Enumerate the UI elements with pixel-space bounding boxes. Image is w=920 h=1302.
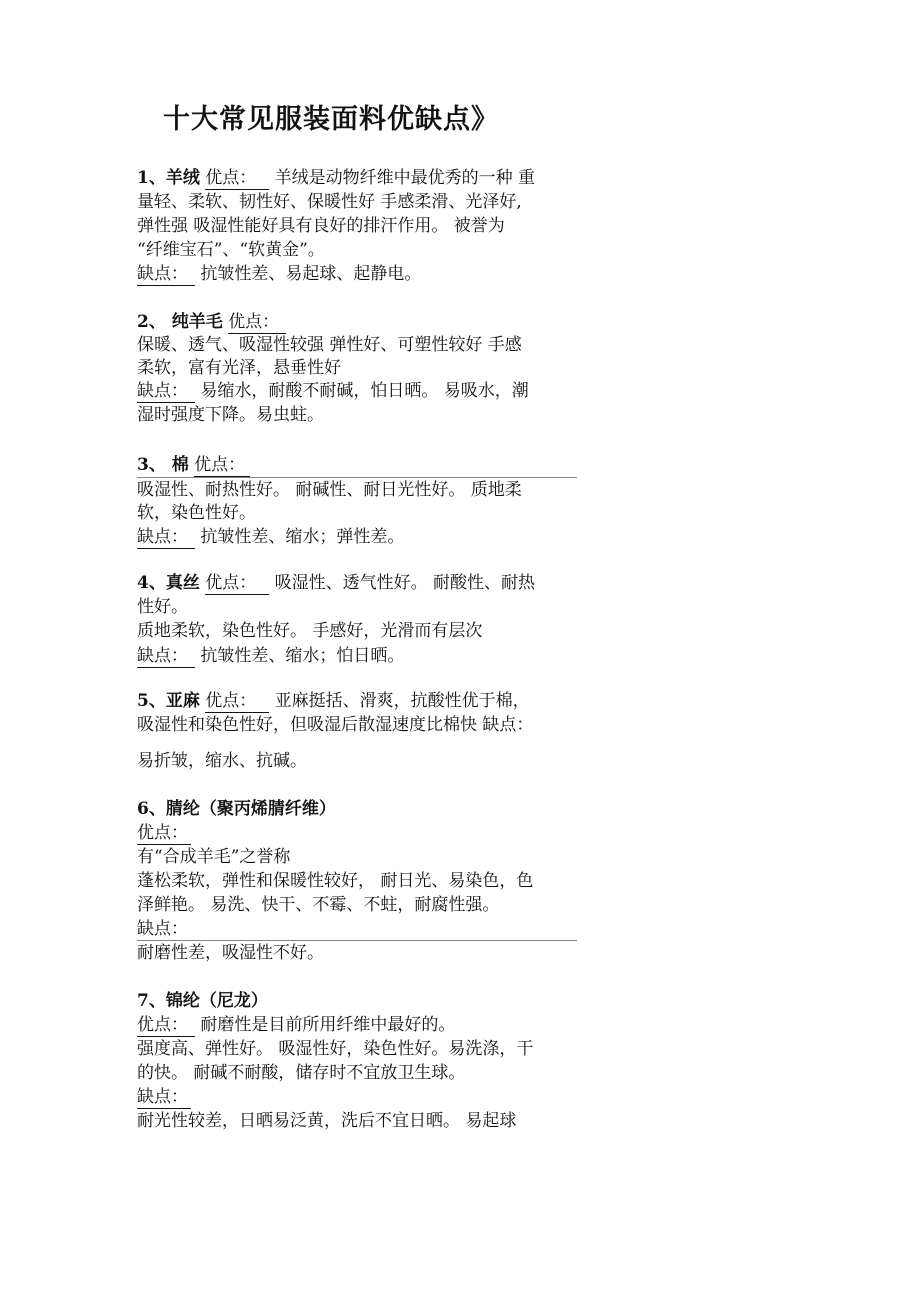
section-3-dis-label: 缺点： <box>137 526 195 549</box>
section-1-disadvantage <box>137 263 421 286</box>
section-7-line-1 <box>137 990 268 1012</box>
section-6-line-5: 泽鲜艳。 易洗、快干、不霉、不蛀，耐腐性强。 <box>137 895 500 915</box>
section-5-adv-text: 亚麻挺括、滑爽，抗酸性优于棉， <box>274 691 530 711</box>
section-6-dis-label: 缺点： <box>137 918 191 941</box>
section-3-line-1 <box>137 454 250 477</box>
section-7-line-3: 强度高、弹性好。 吸湿性好，染色性好。易洗涤，干 <box>137 1039 534 1059</box>
section-7-adv-label: 优点： <box>137 1014 195 1037</box>
section-7-dis-text: 耐光性较差，日晒易泛黄，洗后不宜日晒。 易起球 <box>137 1111 517 1131</box>
section-7-adv <box>137 1014 455 1037</box>
section-6-line-3: 有“合成羊毛”之誉称 <box>137 847 291 867</box>
section-2-line-3: 柔软，富有光泽，悬垂性好 <box>137 358 341 378</box>
section-2-line-1 <box>137 311 286 334</box>
section-6-line-4: 蓬松柔软，弹性和保暖性较好， 耐日光、易染色，色 <box>137 871 534 891</box>
section-5-line-3: 易折皱，缩水、抗碱。 <box>137 751 307 771</box>
section-2-heading: 2、 纯羊毛 <box>137 312 223 332</box>
section-1-heading: 1、羊绒 <box>137 168 200 188</box>
section-4-line-1 <box>137 572 535 595</box>
section-1-dis-label: 缺点： <box>137 263 195 286</box>
section-3-divider <box>137 477 577 478</box>
section-4-line-3: 质地柔软，染色性好。 手感好，光滑而有层次 <box>137 621 483 641</box>
section-1-line-4: “纤维宝石”、“软黄金”。 <box>137 240 325 260</box>
section-6-adv <box>137 822 191 845</box>
section-2-line-5: 湿时强度下降。易虫蛀。 <box>137 405 324 425</box>
section-4-adv-text: 吸湿性、透气性好。 耐酸性、耐热 <box>274 573 536 593</box>
section-3-dis-text: 抗皱性差、缩水；弹性差。 <box>200 527 405 547</box>
section-4-dis-label: 缺点： <box>137 645 195 668</box>
section-3-heading: 3、 棉 <box>137 455 189 475</box>
section-4-line-2: 性好。 <box>137 597 188 617</box>
section-3-disadvantage <box>137 526 404 549</box>
section-1-adv-label: 优点： <box>205 167 269 190</box>
section-6-heading: 6、腈纶（聚丙烯腈纤维） <box>137 799 336 819</box>
section-5-line-1 <box>137 690 530 713</box>
section-6-divider <box>137 940 577 941</box>
section-7-dis <box>137 1086 191 1109</box>
section-7-heading: 7、锦纶（尼龙） <box>137 991 268 1011</box>
section-1-line-2: 量轻、柔软、韧性好、保暖性好 手感柔滑、光泽好, <box>137 192 522 212</box>
section-2-dis-label: 缺点： <box>137 380 195 403</box>
section-2-line-2: 保暖、透气、吸湿性较强 弹性好、可塑性较好 手感 <box>137 335 522 355</box>
section-1-line-3: 弹性强 吸湿性能好具有良好的排汗作用。 被誉为 <box>137 216 505 236</box>
section-1-line-1 <box>137 167 535 190</box>
section-7-adv-text: 耐磨性是目前所用纤维中最好的。 <box>200 1015 456 1035</box>
section-5-adv-label: 优点： <box>205 690 269 713</box>
section-4-adv-label: 优点： <box>205 572 269 595</box>
section-7-dis-label: 缺点： <box>137 1086 191 1109</box>
section-6-adv-label: 优点： <box>137 822 191 845</box>
section-6-line-1 <box>137 798 336 820</box>
section-4-dis-text: 抗皱性差、缩水；怕日晒。 <box>200 646 405 666</box>
section-4-disadvantage <box>137 645 404 668</box>
section-2-dis-text: 易缩水，耐酸不耐碱，怕日晒。 易吸水，潮 <box>200 381 529 401</box>
section-4-heading: 4、真丝 <box>137 573 200 593</box>
section-3-line-3: 软，染色性好。 <box>137 503 256 523</box>
section-3-line-2: 吸湿性、耐热性好。 耐碱性、耐日光性好。 质地柔 <box>137 480 522 500</box>
page-title: 十大常见服装面料优缺点》 <box>163 104 499 135</box>
section-5-line-2: 吸湿性和染色性好，但吸湿后散湿速度比棉快 缺点： <box>137 715 534 735</box>
section-2-disadvantage <box>137 380 529 403</box>
section-5-heading: 5、亚麻 <box>137 691 200 711</box>
section-6-dis-text: 耐磨性差，吸湿性不好。 <box>137 943 324 963</box>
section-2-adv-label: 优点： <box>228 311 286 334</box>
section-3-adv-label: 优点： <box>194 454 250 477</box>
section-7-line-4: 的快。 耐碱不耐酸，储存时不宜放卫生球。 <box>137 1063 466 1083</box>
section-1-adv-text: 羊绒是动物纤维中最优秀的一种 重 <box>274 168 536 188</box>
section-1-dis-text: 抗皱性差、易起球、起静电。 <box>200 264 422 284</box>
section-6-dis <box>137 918 191 941</box>
